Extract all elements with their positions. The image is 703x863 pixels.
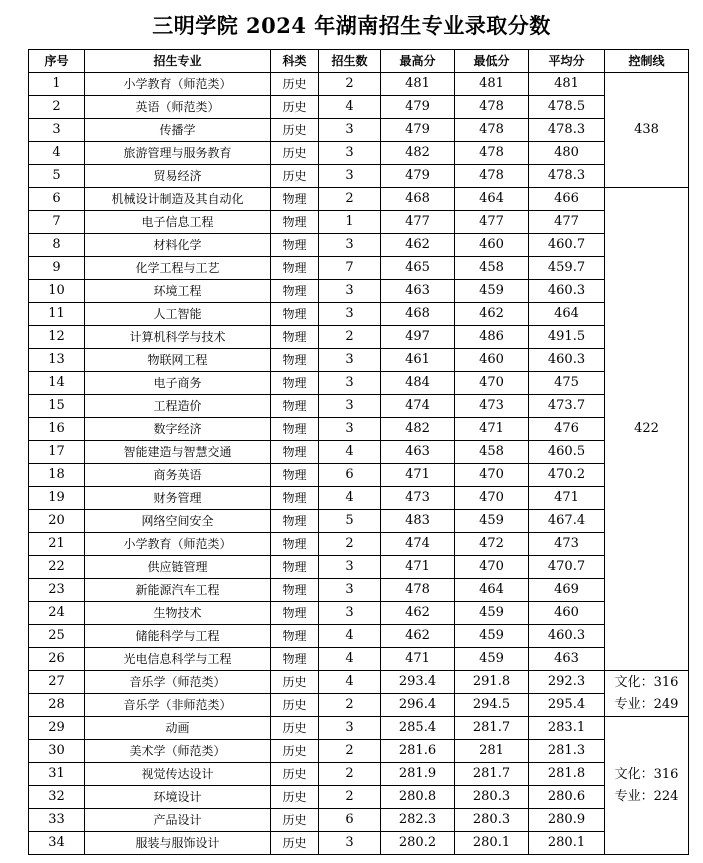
cell-subject: 物理 — [271, 579, 319, 602]
cell-avg-score: 491.5 — [529, 326, 605, 349]
cell-avg-score: 481 — [529, 73, 605, 96]
cell-index: 9 — [29, 257, 85, 280]
cell-enrollment: 3 — [319, 832, 381, 855]
cell-subject: 物理 — [271, 326, 319, 349]
header-major: 招生专业 — [85, 50, 271, 73]
cell-min-score: 460 — [455, 234, 529, 257]
cell-subject: 历史 — [271, 763, 319, 786]
cell-major: 环境工程 — [85, 280, 271, 303]
cell-index: 34 — [29, 832, 85, 855]
cell-max-score: 471 — [381, 648, 455, 671]
cell-enrollment: 3 — [319, 418, 381, 441]
cell-major: 产品设计 — [85, 809, 271, 832]
cell-major: 供应链管理 — [85, 556, 271, 579]
cell-avg-score: 475 — [529, 372, 605, 395]
cell-subject: 物理 — [271, 441, 319, 464]
cell-enrollment: 3 — [319, 602, 381, 625]
header-min-score: 最低分 — [455, 50, 529, 73]
cell-enrollment: 3 — [319, 717, 381, 740]
cell-major: 音乐学（师范类） — [85, 671, 271, 694]
cell-max-score: 463 — [381, 280, 455, 303]
cell-subject: 物理 — [271, 625, 319, 648]
table-row — [29, 234, 689, 257]
cell-avg-score: 478.3 — [529, 165, 605, 188]
cell-index: 24 — [29, 602, 85, 625]
cell-enrollment: 4 — [319, 648, 381, 671]
cell-subject: 物理 — [271, 602, 319, 625]
cell-major: 小学教育（师范类） — [85, 533, 271, 556]
cell-avg-score: 295.4 — [529, 694, 605, 717]
cell-max-score: 281.9 — [381, 763, 455, 786]
cell-min-score: 470 — [455, 464, 529, 487]
cell-max-score: 282.3 — [381, 809, 455, 832]
table-row — [29, 418, 689, 441]
table-row — [29, 211, 689, 234]
table-row — [29, 395, 689, 418]
cell-index: 33 — [29, 809, 85, 832]
cell-enrollment: 2 — [319, 763, 381, 786]
cell-min-score: 472 — [455, 533, 529, 556]
cell-min-score: 481 — [455, 73, 529, 96]
cell-max-score: 477 — [381, 211, 455, 234]
cell-avg-score: 281.3 — [529, 740, 605, 763]
cell-enrollment: 4 — [319, 441, 381, 464]
cell-major: 储能科学与工程 — [85, 625, 271, 648]
cell-subject: 物理 — [271, 372, 319, 395]
cell-avg-score: 280.6 — [529, 786, 605, 809]
cell-avg-score: 460.3 — [529, 280, 605, 303]
cell-avg-score: 469 — [529, 579, 605, 602]
cell-subject: 历史 — [271, 740, 319, 763]
table-row — [29, 119, 689, 142]
cell-major: 光电信息科学与工程 — [85, 648, 271, 671]
cell-subject: 物理 — [271, 533, 319, 556]
cell-subject: 历史 — [271, 786, 319, 809]
cell-major: 计算机科学与技术 — [85, 326, 271, 349]
cell-major: 工程造价 — [85, 395, 271, 418]
cell-avg-score: 467.4 — [529, 510, 605, 533]
cell-avg-score: 470.2 — [529, 464, 605, 487]
cell-enrollment: 6 — [319, 809, 381, 832]
cell-enrollment: 5 — [319, 510, 381, 533]
cell-min-score: 478 — [455, 142, 529, 165]
cell-subject: 历史 — [271, 809, 319, 832]
header-max-score: 最高分 — [381, 50, 455, 73]
table-row — [29, 372, 689, 395]
cell-major: 生物技术 — [85, 602, 271, 625]
cell-subject: 历史 — [271, 96, 319, 119]
cell-enrollment: 3 — [319, 303, 381, 326]
cell-major: 人工智能 — [85, 303, 271, 326]
cell-max-score: 280.2 — [381, 832, 455, 855]
cell-enrollment: 4 — [319, 96, 381, 119]
cell-min-score: 459 — [455, 602, 529, 625]
cell-avg-score: 473.7 — [529, 395, 605, 418]
cell-major: 视觉传达设计 — [85, 763, 271, 786]
cell-subject: 物理 — [271, 510, 319, 533]
cell-enrollment: 7 — [319, 257, 381, 280]
control-line-culture: 文化：316 — [614, 766, 679, 782]
cell-enrollment: 2 — [319, 73, 381, 96]
cell-max-score: 482 — [381, 418, 455, 441]
cell-subject: 历史 — [271, 694, 319, 717]
cell-subject: 物理 — [271, 487, 319, 510]
control-line-group-4 — [605, 717, 689, 855]
cell-index: 19 — [29, 487, 85, 510]
cell-min-score: 464 — [455, 188, 529, 211]
cell-major: 化学工程与工艺 — [85, 257, 271, 280]
cell-index: 27 — [29, 671, 85, 694]
header-enrollment: 招生数 — [319, 50, 381, 73]
table-row — [29, 694, 689, 717]
table-row — [29, 280, 689, 303]
table-row — [29, 165, 689, 188]
cell-index: 12 — [29, 326, 85, 349]
header-avg-score: 平均分 — [529, 50, 605, 73]
cell-major: 传播学 — [85, 119, 271, 142]
cell-min-score: 459 — [455, 648, 529, 671]
cell-major: 小学教育（师范类） — [85, 73, 271, 96]
control-line-group-3 — [605, 671, 689, 717]
cell-major: 服装与服饰设计 — [85, 832, 271, 855]
cell-min-score: 478 — [455, 96, 529, 119]
table-row — [29, 740, 689, 763]
cell-enrollment: 2 — [319, 786, 381, 809]
table-header-row — [29, 50, 689, 73]
cell-major: 数字经济 — [85, 418, 271, 441]
control-line-major: 专业：224 — [614, 788, 679, 804]
cell-avg-score: 460.3 — [529, 625, 605, 648]
cell-major: 新能源汽车工程 — [85, 579, 271, 602]
cell-min-score: 462 — [455, 303, 529, 326]
cell-major: 环境设计 — [85, 786, 271, 809]
cell-major: 电子商务 — [85, 372, 271, 395]
cell-max-score: 465 — [381, 257, 455, 280]
table-row — [29, 326, 689, 349]
control-line-group-2: 422 — [605, 188, 689, 671]
cell-index: 10 — [29, 280, 85, 303]
cell-major: 机械设计制造及其自动化 — [85, 188, 271, 211]
cell-enrollment: 3 — [319, 280, 381, 303]
control-line-culture: 文化：316 — [614, 674, 679, 690]
cell-major: 商务英语 — [85, 464, 271, 487]
cell-min-score: 470 — [455, 556, 529, 579]
cell-index: 31 — [29, 763, 85, 786]
table-row — [29, 786, 689, 809]
cell-min-score: 281.7 — [455, 763, 529, 786]
cell-avg-score: 280.9 — [529, 809, 605, 832]
cell-enrollment: 2 — [319, 188, 381, 211]
table-row — [29, 510, 689, 533]
cell-avg-score: 459.7 — [529, 257, 605, 280]
control-line-major: 专业：249 — [614, 696, 679, 712]
cell-min-score: 280.1 — [455, 832, 529, 855]
cell-subject: 物理 — [271, 648, 319, 671]
cell-index: 32 — [29, 786, 85, 809]
cell-avg-score: 460 — [529, 602, 605, 625]
cell-min-score: 478 — [455, 165, 529, 188]
cell-max-score: 293.4 — [381, 671, 455, 694]
cell-min-score: 460 — [455, 349, 529, 372]
cell-avg-score: 281.8 — [529, 763, 605, 786]
cell-avg-score: 476 — [529, 418, 605, 441]
cell-index: 25 — [29, 625, 85, 648]
cell-avg-score: 466 — [529, 188, 605, 211]
cell-max-score: 280.8 — [381, 786, 455, 809]
cell-min-score: 478 — [455, 119, 529, 142]
cell-avg-score: 460.3 — [529, 349, 605, 372]
cell-subject: 历史 — [271, 165, 319, 188]
cell-index: 28 — [29, 694, 85, 717]
cell-min-score: 458 — [455, 441, 529, 464]
cell-max-score: 479 — [381, 96, 455, 119]
table-row — [29, 625, 689, 648]
cell-index: 26 — [29, 648, 85, 671]
cell-major: 电子信息工程 — [85, 211, 271, 234]
table-row — [29, 763, 689, 786]
cell-enrollment: 3 — [319, 349, 381, 372]
cell-avg-score: 471 — [529, 487, 605, 510]
cell-enrollment: 3 — [319, 165, 381, 188]
cell-min-score: 458 — [455, 257, 529, 280]
cell-enrollment: 4 — [319, 487, 381, 510]
cell-enrollment: 3 — [319, 119, 381, 142]
cell-min-score: 459 — [455, 510, 529, 533]
cell-enrollment: 6 — [319, 464, 381, 487]
cell-major: 网络空间安全 — [85, 510, 271, 533]
cell-max-score: 462 — [381, 234, 455, 257]
cell-subject: 物理 — [271, 303, 319, 326]
cell-max-score: 468 — [381, 188, 455, 211]
cell-max-score: 461 — [381, 349, 455, 372]
cell-enrollment: 2 — [319, 740, 381, 763]
cell-index: 6 — [29, 188, 85, 211]
cell-avg-score: 470.7 — [529, 556, 605, 579]
cell-subject: 历史 — [271, 832, 319, 855]
cell-min-score: 459 — [455, 625, 529, 648]
cell-major: 音乐学（非师范类） — [85, 694, 271, 717]
cell-major: 物联网工程 — [85, 349, 271, 372]
table-row — [29, 832, 689, 855]
table-row — [29, 533, 689, 556]
cell-major: 美术学（师范类） — [85, 740, 271, 763]
cell-subject: 物理 — [271, 464, 319, 487]
table-row — [29, 303, 689, 326]
cell-min-score: 280.3 — [455, 786, 529, 809]
cell-subject: 历史 — [271, 671, 319, 694]
cell-min-score: 280.3 — [455, 809, 529, 832]
cell-enrollment: 3 — [319, 395, 381, 418]
control-line-group-1: 438 — [605, 73, 689, 188]
cell-max-score: 471 — [381, 556, 455, 579]
table-row — [29, 349, 689, 372]
cell-max-score: 462 — [381, 625, 455, 648]
cell-index: 22 — [29, 556, 85, 579]
cell-max-score: 483 — [381, 510, 455, 533]
cell-max-score: 484 — [381, 372, 455, 395]
cell-enrollment: 2 — [319, 533, 381, 556]
cell-subject: 物理 — [271, 280, 319, 303]
cell-max-score: 474 — [381, 533, 455, 556]
cell-subject: 物理 — [271, 418, 319, 441]
table-body — [29, 73, 689, 855]
cell-max-score: 281.6 — [381, 740, 455, 763]
cell-min-score: 464 — [455, 579, 529, 602]
cell-max-score: 462 — [381, 602, 455, 625]
cell-index: 21 — [29, 533, 85, 556]
cell-subject: 物理 — [271, 234, 319, 257]
cell-index: 16 — [29, 418, 85, 441]
table-row — [29, 188, 689, 211]
page-title: 三明学院 2024 年湖南招生专业录取分数 — [152, 13, 551, 38]
table-row — [29, 602, 689, 625]
cell-enrollment: 3 — [319, 234, 381, 257]
cell-subject: 历史 — [271, 73, 319, 96]
cell-avg-score: 464 — [529, 303, 605, 326]
cell-max-score: 285.4 — [381, 717, 455, 740]
table-row — [29, 717, 689, 740]
cell-index: 4 — [29, 142, 85, 165]
cell-avg-score: 460.7 — [529, 234, 605, 257]
cell-index: 7 — [29, 211, 85, 234]
cell-max-score: 471 — [381, 464, 455, 487]
cell-index: 11 — [29, 303, 85, 326]
cell-avg-score: 292.3 — [529, 671, 605, 694]
cell-max-score: 474 — [381, 395, 455, 418]
cell-max-score: 479 — [381, 119, 455, 142]
admission-score-table — [28, 49, 689, 855]
cell-min-score: 291.8 — [455, 671, 529, 694]
cell-subject: 物理 — [271, 395, 319, 418]
table-row — [29, 96, 689, 119]
cell-enrollment: 1 — [319, 211, 381, 234]
cell-index: 15 — [29, 395, 85, 418]
table-row — [29, 671, 689, 694]
cell-avg-score: 478.3 — [529, 119, 605, 142]
cell-enrollment: 3 — [319, 556, 381, 579]
cell-min-score: 470 — [455, 487, 529, 510]
cell-index: 2 — [29, 96, 85, 119]
cell-min-score: 473 — [455, 395, 529, 418]
cell-avg-score: 473 — [529, 533, 605, 556]
cell-min-score: 486 — [455, 326, 529, 349]
cell-subject: 物理 — [271, 349, 319, 372]
cell-index: 18 — [29, 464, 85, 487]
cell-subject: 物理 — [271, 556, 319, 579]
cell-enrollment: 4 — [319, 625, 381, 648]
cell-index: 17 — [29, 441, 85, 464]
table-row — [29, 257, 689, 280]
cell-min-score: 281 — [455, 740, 529, 763]
cell-index: 13 — [29, 349, 85, 372]
cell-enrollment: 4 — [319, 671, 381, 694]
table-row — [29, 441, 689, 464]
cell-avg-score: 280.1 — [529, 832, 605, 855]
cell-index: 29 — [29, 717, 85, 740]
cell-min-score: 471 — [455, 418, 529, 441]
cell-max-score: 473 — [381, 487, 455, 510]
cell-major: 材料化学 — [85, 234, 271, 257]
table-row — [29, 487, 689, 510]
cell-subject: 物理 — [271, 211, 319, 234]
header-index: 序号 — [29, 50, 85, 73]
cell-major: 动画 — [85, 717, 271, 740]
cell-index: 8 — [29, 234, 85, 257]
cell-max-score: 479 — [381, 165, 455, 188]
cell-subject: 物理 — [271, 257, 319, 280]
cell-enrollment: 2 — [319, 326, 381, 349]
cell-index: 3 — [29, 119, 85, 142]
cell-subject: 物理 — [271, 188, 319, 211]
table-row — [29, 142, 689, 165]
cell-max-score: 481 — [381, 73, 455, 96]
cell-max-score: 463 — [381, 441, 455, 464]
table-row — [29, 809, 689, 832]
cell-index: 1 — [29, 73, 85, 96]
cell-avg-score: 283.1 — [529, 717, 605, 740]
cell-min-score: 281.7 — [455, 717, 529, 740]
table-row — [29, 73, 689, 96]
cell-avg-score: 478.5 — [529, 96, 605, 119]
table-row — [29, 464, 689, 487]
cell-min-score: 294.5 — [455, 694, 529, 717]
cell-enrollment: 3 — [319, 372, 381, 395]
cell-enrollment: 3 — [319, 579, 381, 602]
cell-subject: 历史 — [271, 717, 319, 740]
cell-avg-score: 480 — [529, 142, 605, 165]
cell-major: 智能建造与智慧交通 — [85, 441, 271, 464]
cell-enrollment: 3 — [319, 142, 381, 165]
cell-index: 20 — [29, 510, 85, 533]
cell-subject: 历史 — [271, 119, 319, 142]
cell-enrollment: 2 — [319, 694, 381, 717]
cell-major: 财务管理 — [85, 487, 271, 510]
cell-index: 30 — [29, 740, 85, 763]
cell-max-score: 296.4 — [381, 694, 455, 717]
table-row — [29, 648, 689, 671]
table-row — [29, 556, 689, 579]
cell-index: 14 — [29, 372, 85, 395]
cell-max-score: 482 — [381, 142, 455, 165]
table-row — [29, 579, 689, 602]
cell-index: 5 — [29, 165, 85, 188]
cell-major: 旅游管理与服务教育 — [85, 142, 271, 165]
header-control-line: 控制线 — [605, 50, 689, 73]
cell-avg-score: 477 — [529, 211, 605, 234]
cell-min-score: 459 — [455, 280, 529, 303]
cell-max-score: 497 — [381, 326, 455, 349]
cell-major: 贸易经济 — [85, 165, 271, 188]
cell-major: 英语（师范类） — [85, 96, 271, 119]
header-subject: 科类 — [271, 50, 319, 73]
cell-min-score: 470 — [455, 372, 529, 395]
cell-index: 23 — [29, 579, 85, 602]
cell-max-score: 478 — [381, 579, 455, 602]
cell-avg-score: 463 — [529, 648, 605, 671]
cell-subject: 历史 — [271, 142, 319, 165]
cell-max-score: 468 — [381, 303, 455, 326]
cell-avg-score: 460.5 — [529, 441, 605, 464]
cell-min-score: 477 — [455, 211, 529, 234]
